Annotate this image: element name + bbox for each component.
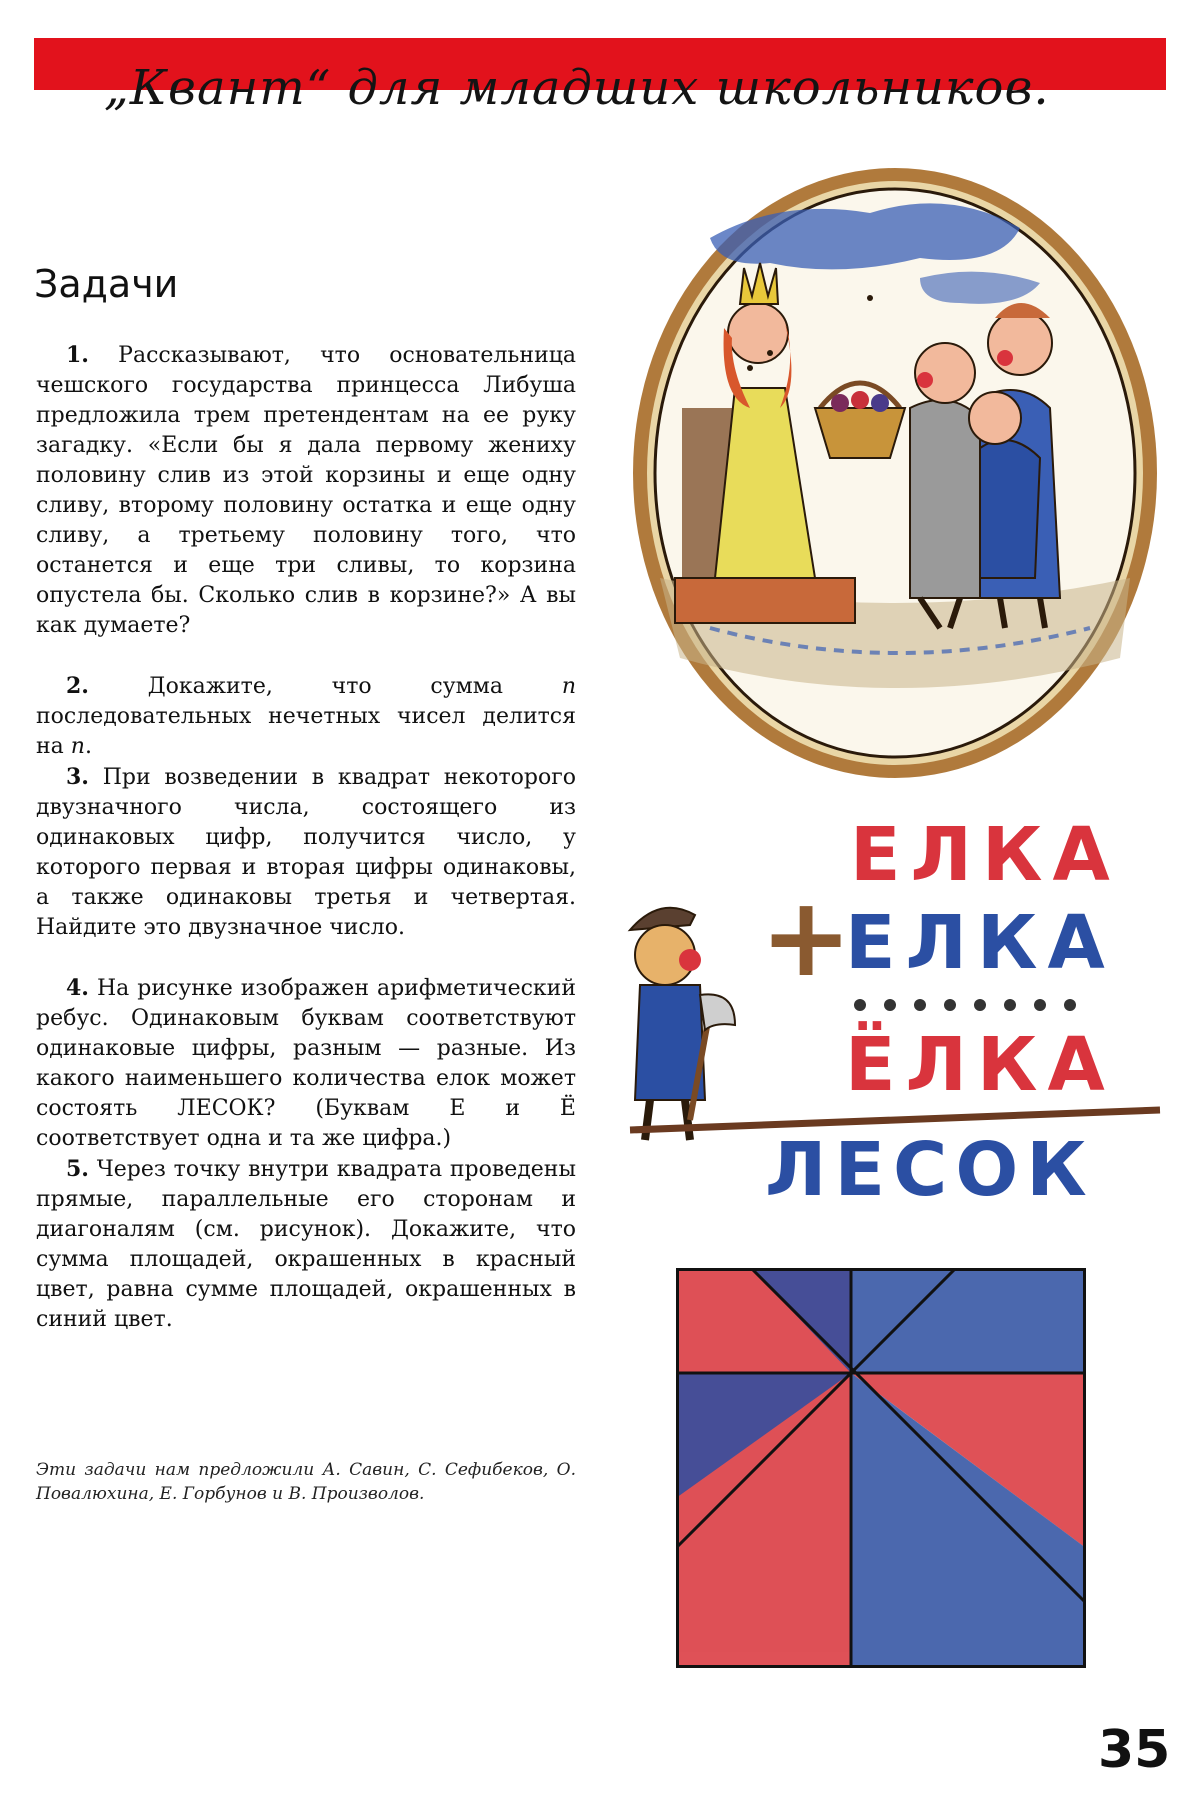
problem-number: 5. — [66, 1156, 89, 1182]
problem-text: Через точку внутри квадрата проведены прямые, параллельные его сторонам и диагоналям (см. рисунок). Докажите, что сумма площадей, окрашенных в красный цвет, равна сумме площадей, окрашенных в синий цвет. — [36, 1157, 576, 1332]
problem-text: Докажите, что сумма — [147, 674, 562, 699]
problem-5 — [36, 1154, 576, 1335]
rebus-row-3: ЁЛКА — [845, 1022, 1115, 1108]
problem-text: При возведении в квадрат некоторого двузначного числа, состоящего из одинаковых цифр, получится число, у которого первая и вторая цифры одинаковы, а также одинаковы третья и четвертая. Найдите это двузначное число. — [36, 765, 576, 940]
problem-4 — [36, 973, 576, 1154]
rebus-dots — [854, 999, 1076, 1011]
section-title: Задачи — [34, 262, 179, 306]
rebus-row-1: ЕЛКА — [850, 812, 1120, 898]
header-title: „Квант“ для младших школьников. — [104, 60, 1050, 116]
problems-column — [36, 340, 576, 1335]
variable-n: n — [561, 674, 576, 699]
problem-text: Рассказывают, что основательница чешского государства принцесса Либуша предложила трем претендентам на ее руку загадку. «Если бы я дала первому жениху половину слив из этой корзины и еще одну сливу, второму половину остатка и еще одну сливу, а третьему половину того, что останется и еще три сливы, то корзина опустела бы. Сколько слив в корзине?» А вы как думаете? — [36, 343, 576, 638]
header-band — [34, 38, 1166, 116]
problem-1 — [36, 340, 576, 641]
problem-3 — [36, 762, 576, 943]
problem-text: . — [84, 734, 92, 759]
rebus-result: ЛЕСОК — [765, 1127, 1095, 1210]
problem-number: 4. — [66, 975, 89, 1001]
problem-number: 1. — [66, 342, 89, 368]
page-number: 35 — [1098, 1720, 1171, 1780]
problem-2 — [36, 671, 576, 762]
variable-n: n — [70, 734, 85, 759]
problem-number: 2. — [66, 673, 89, 699]
problem-text: На рисунке изображен арифметический ребус. Одинаковым буквам соответствуют одинаковые цифры, разным — разные. Из какого наименьшего количества елок может состоять ЛЕСОК? (Буквам Е и Ё соответствует одна и та же цифра.) — [36, 976, 576, 1151]
problem-number: 3. — [66, 764, 89, 790]
problem-text: последовательных нечетных чисел делится на — [36, 704, 576, 759]
princess-illustration — [620, 158, 1170, 788]
credits: Эти задачи нам предложили А. Савин, С. Сефибеков, О. Повалюхина, Е. Горбунов и В. Произволов. — [36, 1460, 576, 1504]
rebus-illustration — [620, 800, 1180, 1210]
square-illustration — [676, 1268, 1086, 1668]
rebus-row-2: ЕЛКА — [845, 900, 1115, 986]
rebus-plus: + — [760, 873, 853, 1001]
lumberjack-figure — [630, 908, 735, 1140]
